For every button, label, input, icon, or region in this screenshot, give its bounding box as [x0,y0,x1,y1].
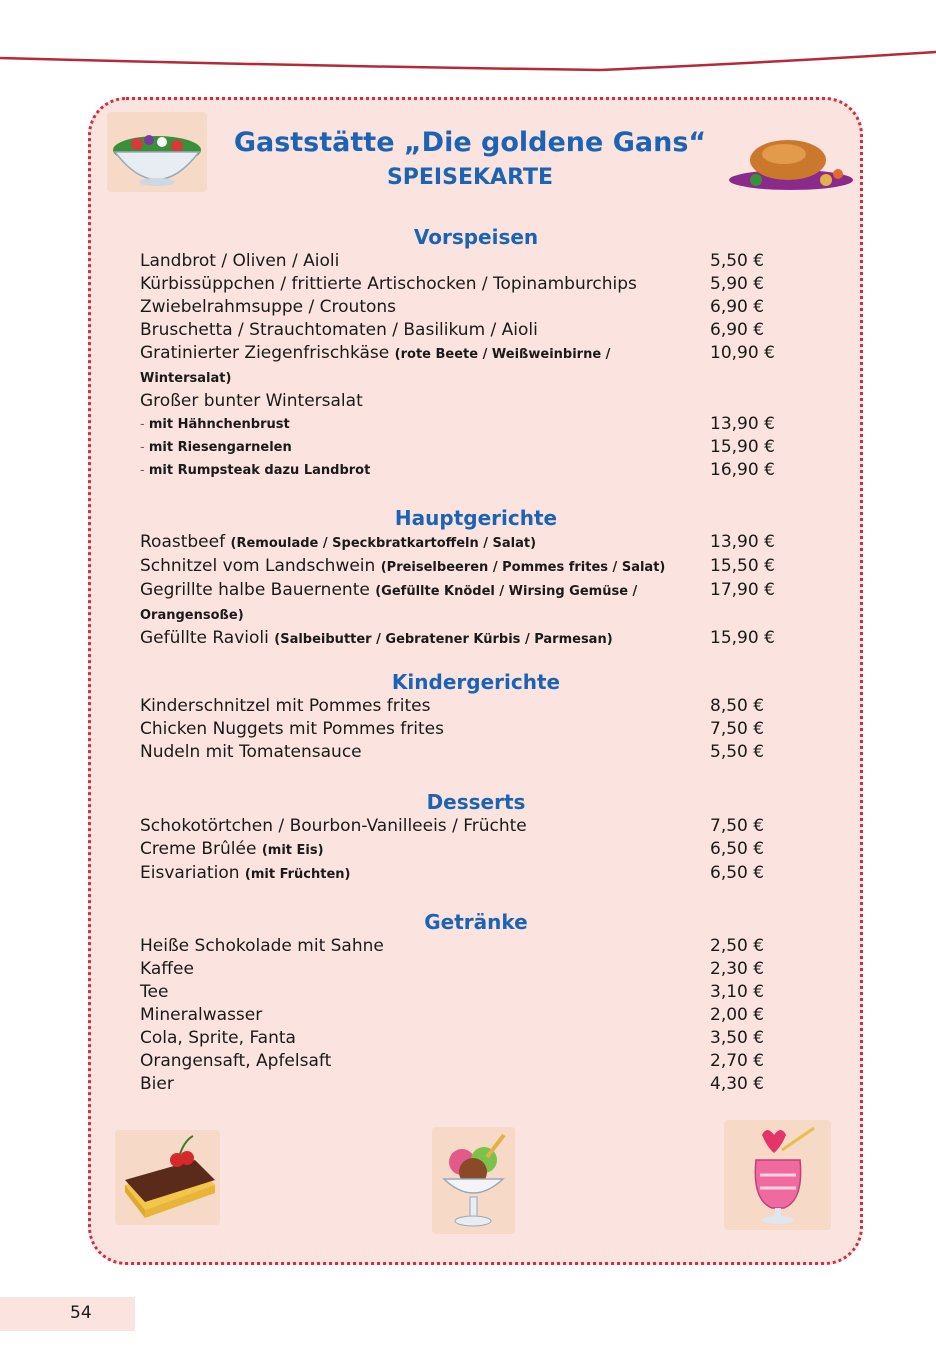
menu-item: Landbrot / Oliven / Aioli 5,50 € [140,251,765,271]
menu-item: Schokotörtchen / Bourbon-Vanilleeis / Früchte 7,50 € [140,816,765,836]
item-note: (mit Eis) [261,843,324,858]
menu-item: Kürbissüppchen / frittierte Artischocken / Topinamburchips 5,90 € [140,274,765,294]
cocktail-icon [724,1120,831,1230]
menu-item: Kaffee 2,30 € [140,959,765,979]
menu-item: Gefüllte Ravioli (Salbeibutter / Gebratener Kürbis / Parmesan) 15,90 € [140,628,775,648]
page-number: 54 [70,1303,92,1323]
menu-item: Kinderschnitzel mit Pommes frites 8,50 € [140,696,765,716]
item-note: (Preiselbeeren / Pommes frites / Salat) [380,560,666,575]
cake-slice-icon [115,1130,220,1225]
menu-item: Schnitzel vom Landschwein (Preiselbeeren / Pommes frites / Salat) 15,50 € [140,556,775,576]
menu-item: Creme Brûlée (mit Eis) 6,50 € [140,839,765,859]
section-title: Vorspeisen [413,225,539,249]
section-title: Getränke [424,910,528,934]
section-title: Hauptgerichte [394,506,558,530]
menu-item: Heiße Schokolade mit Sahne 2,50 € [140,936,765,956]
menu-subitem: - mit Riesengarnelen 15,90 € [140,436,812,459]
menu-item: Mineralwasser 2,00 € [140,1005,765,1025]
restaurant-title: Gaststätte „Die goldene Gans“ [233,127,707,158]
menu-item: Gegrillte halbe Bauernente (Gefüllte Knödel / Wirsing Gemüse / Orangensoße) 17,90 € [140,580,775,623]
menu-item: Roastbeef (Remoulade / Speckbratkartoffeln / Salat) 13,90 € [140,532,775,552]
menu-subtitle: SPEISEKARTE [386,165,554,190]
menu-item: Tee 3,10 € [140,982,765,1002]
section-hauptgerichte [140,505,812,651]
menu-item: Nudeln mit Tomatensauce 5,50 € [140,742,765,762]
item-note: (Remoulade / Speckbratkartoffeln / Salat) [230,536,537,551]
menu-subitem: - mit Rumpsteak dazu Landbrot 16,90 € [140,459,812,482]
menu-item: Großer bunter Wintersalat [140,391,363,411]
top-decorative-line [0,0,936,90]
section-title: Kindergerichte [391,670,561,694]
ice-cream-sundae-icon [432,1127,515,1234]
menu-item: Eisvariation (mit Früchten) 6,50 € [140,863,765,883]
item-note: (Salbeibutter / Gebratener Kürbis / Parmesan) [274,632,613,647]
page-number-box [0,1297,135,1331]
section-vorspeisen [140,224,812,482]
menu-item: Cola, Sprite, Fanta 3,50 € [140,1028,765,1048]
section-desserts [140,789,812,886]
menu-item: Bier 4,30 € [140,1074,765,1094]
item-note: (rote Beete / Weißweinbirne / Wintersalat) [140,347,611,386]
section-title: Desserts [426,790,526,814]
menu-item: Zwiebelrahmsuppe / Croutons 6,90 € [140,297,765,317]
section-getraenke [140,909,812,1096]
menu-item: Bruschetta / Strauchtomaten / Basilikum / Aioli 6,90 € [140,320,765,340]
menu-subitem: - mit Hähnchenbrust 13,90 € [140,413,812,436]
item-note: (mit Früchten) [244,867,351,882]
menu-item: Chicken Nuggets mit Pommes frites 7,50 € [140,719,765,739]
item-note: (Gefüllte Knödel / Wirsing Gemüse / Orangensoße) [140,584,638,623]
section-kindergerichte [140,669,812,764]
menu-item: Gratinierter Ziegenfrischkäse (rote Beete / Weißweinbirne / Wintersalat) 10,90 € [140,343,775,386]
menu-item: Orangensaft, Apfelsaft 2,70 € [140,1051,765,1071]
